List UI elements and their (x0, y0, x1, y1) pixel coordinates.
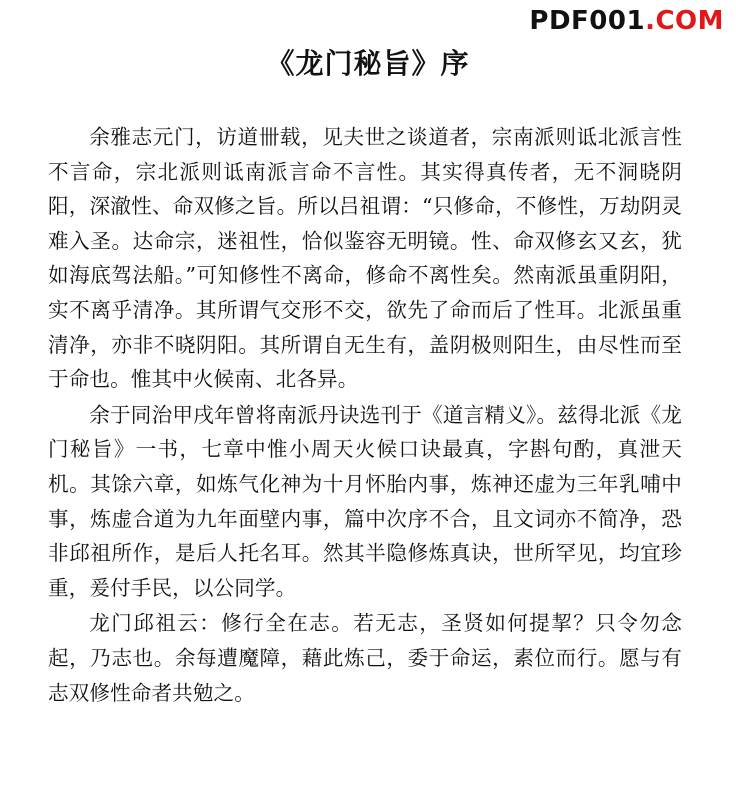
page-title: 《龙门秘旨》序 (266, 47, 470, 80)
site-watermark (529, 8, 724, 34)
paragraph-3: 龙门邱祖云：修行全在志。若无志，圣贤如何提挈？只令勿念起，乃志也。余每遭魔障，藉此炼己，委于命运，素位而行。愿与有志双修性命者共勉之。 (48, 611, 682, 705)
watermark-text-main: PDF001 (529, 6, 646, 36)
preface-body (48, 120, 682, 710)
paragraph-1: 余雅志元门，访道卌载，见夫世之谈道者，宗南派则诋北派言性不言命，宗北派则诋南派言命不言性。其实得真传者，无不洞晓阴阳，深澈性、命双修之旨。所以吕祖谓：“只修命，不修性，万劫阴灵难入圣。达命宗，迷祖性，恰似鉴容无明镜。性、命双修玄又玄，犹如海底驾法船。”可知修性不离命，修命不离性矣。然南派虽重阴阳，实不离乎清净。其所谓气交形不交，欲先了命而后了性耳。北派虽重清净，亦非不晓阴阳。其所谓自无生有，盖阴极则阳生，由尽性而至于命也。惟其中火候南、北各异。 (48, 125, 682, 392)
watermark-text-domain: .COM (645, 6, 724, 36)
paragraph-2: 余于同治甲戌年曾将南派丹诀选刊于《道言精义》。兹得北派《龙门秘旨》一书，七章中惟小周天火候口诀最真，字斟句酌，真泄天机。其馀六章，如炼气化神为十月怀胎内事，炼神还虚为三年乳哺中事，炼虚合道为九年面壁内事，篇中次序不合，且文词亦不简净，恐非邱祖所作，是后人托名耳。然其半隐修炼真诀，世所罕见，均宜珍重，爰付手民，以公同学。 (48, 402, 682, 600)
